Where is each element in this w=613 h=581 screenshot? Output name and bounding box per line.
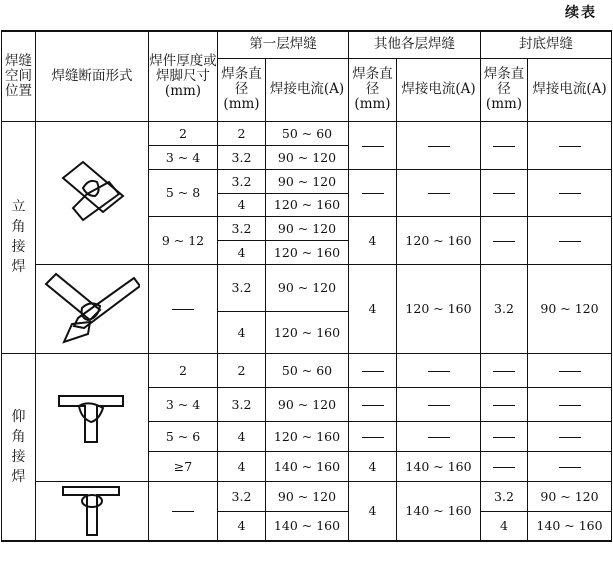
thickness-cell [149, 481, 218, 541]
rod-diameter-cell: 4 [218, 311, 266, 353]
dash-mark [428, 146, 450, 147]
header-rod-diameter: 焊条直径(mm) [349, 58, 397, 121]
thickness-cell: 2 [149, 121, 218, 145]
position-cell [2, 121, 36, 353]
dash-mark [493, 146, 515, 147]
thickness-cell: 3 ~ 4 [149, 145, 218, 169]
thickness-cell: 2 [149, 353, 218, 387]
current-cell: 90 ~ 120 [528, 264, 612, 353]
rod-diameter-cell: 4 [218, 421, 266, 451]
rod-diameter-cell: 3.2 [218, 216, 266, 240]
rod-diameter-cell [481, 421, 528, 451]
dash-mark [559, 405, 581, 406]
overhead-tee-joint-icon [61, 483, 123, 539]
dash-mark [559, 193, 581, 194]
dash-mark [559, 146, 581, 147]
dash-mark [428, 193, 450, 194]
thickness-cell [149, 264, 218, 353]
dash-mark [559, 241, 581, 242]
rod-diameter-cell [349, 387, 397, 421]
rod-diameter-cell [481, 387, 528, 421]
header-position: 焊缝空间位置 [2, 31, 36, 121]
rod-diameter-cell: 4 [481, 511, 528, 541]
current-cell: 120 ~ 160 [266, 193, 349, 216]
rod-diameter-cell: 4 [218, 240, 266, 264]
dash-mark [428, 437, 450, 438]
rod-diameter-cell: 4 [349, 451, 397, 481]
rod-diameter-cell [481, 451, 528, 481]
current-cell [528, 169, 612, 216]
dash-mark [493, 437, 515, 438]
header-rod-diameter: 焊条直径(mm) [218, 58, 266, 121]
rod-diameter-cell [481, 169, 528, 216]
current-cell: 90 ~ 120 [266, 169, 349, 193]
current-cell [397, 421, 481, 451]
rod-diameter-cell: 3.2 [218, 264, 266, 311]
thickness-cell: 5 ~ 6 [149, 421, 218, 451]
current-cell: 120 ~ 160 [266, 240, 349, 264]
rod-diameter-cell: 4 [349, 481, 397, 541]
rod-diameter-cell: 2 [218, 121, 266, 145]
dash-mark [493, 405, 515, 406]
position-label: 立角接焊 [11, 199, 26, 275]
current-cell [397, 121, 481, 169]
rod-diameter-cell: 3.2 [218, 169, 266, 193]
header-rod-diameter: 焊条直径(mm) [481, 58, 528, 121]
dash-mark [362, 146, 384, 147]
current-cell: 140 ~ 160 [266, 511, 349, 541]
dash-mark [362, 193, 384, 194]
rod-diameter-cell: 3.2 [481, 264, 528, 353]
current-cell [528, 451, 612, 481]
current-cell [528, 216, 612, 264]
header-current: 焊接电流(A) [266, 58, 349, 121]
current-cell: 120 ~ 160 [397, 264, 481, 353]
current-cell: 140 ~ 160 [397, 451, 481, 481]
rod-diameter-cell: 3.2 [481, 481, 528, 511]
current-cell: 120 ~ 160 [266, 421, 349, 451]
dash-mark [362, 405, 384, 406]
inclined-fillet-joint-icon [44, 270, 140, 348]
dash-mark [362, 371, 384, 372]
dash-mark [493, 193, 515, 194]
welding-parameters-table [1, 30, 612, 542]
dash-mark [172, 309, 194, 310]
rod-diameter-cell [481, 353, 528, 387]
current-cell [528, 421, 612, 451]
rod-diameter-cell [349, 121, 397, 169]
rod-diameter-cell: 4 [218, 193, 266, 216]
position-label: 仰角接焊 [11, 408, 26, 485]
joint-figure [36, 264, 149, 353]
current-cell: 50 ~ 60 [266, 353, 349, 387]
rod-diameter-cell: 2 [218, 353, 266, 387]
dash-mark [428, 371, 450, 372]
current-cell: 120 ~ 160 [266, 311, 349, 353]
dash-mark [493, 241, 515, 242]
current-cell [528, 353, 612, 387]
rod-diameter-cell: 3.2 [218, 145, 266, 169]
header-thickness: 焊件厚度或焊脚尺寸(mm) [149, 31, 218, 121]
dash-mark [559, 437, 581, 438]
header-current: 焊接电流(A) [528, 58, 612, 121]
current-cell: 90 ~ 120 [528, 481, 612, 511]
rod-diameter-cell: 3.2 [218, 387, 266, 421]
rod-diameter-cell: 3.2 [218, 481, 266, 511]
rod-diameter-cell [349, 353, 397, 387]
header-other-layers: 其他各层焊缝 [349, 31, 481, 58]
dash-mark [559, 371, 581, 372]
current-cell: 140 ~ 160 [528, 511, 612, 541]
rod-diameter-cell: 4 [349, 216, 397, 264]
dash-mark [493, 467, 515, 468]
dash-mark [428, 405, 450, 406]
overhead-fillet-joint-icon [57, 386, 127, 448]
current-cell [528, 387, 612, 421]
rod-diameter-cell [349, 169, 397, 216]
dash-mark [172, 511, 194, 512]
thickness-cell: ≥7 [149, 451, 218, 481]
current-cell: 120 ~ 160 [397, 216, 481, 264]
rod-diameter-cell [481, 121, 528, 169]
current-cell [528, 121, 612, 169]
current-cell: 90 ~ 120 [266, 145, 349, 169]
dash-mark [362, 437, 384, 438]
joint-figure [36, 353, 149, 481]
rod-diameter-cell: 4 [349, 264, 397, 353]
current-cell: 90 ~ 120 [266, 264, 349, 311]
current-cell: 90 ~ 120 [266, 481, 349, 511]
thickness-cell: 3 ~ 4 [149, 387, 218, 421]
dash-mark [559, 467, 581, 468]
current-cell: 50 ~ 60 [266, 121, 349, 145]
current-cell: 140 ~ 160 [266, 451, 349, 481]
joint-figure [36, 481, 149, 541]
joint-figure [36, 121, 149, 264]
rod-diameter-cell: 4 [218, 451, 266, 481]
dash-mark [493, 371, 515, 372]
rod-diameter-cell [481, 216, 528, 264]
current-cell: 90 ~ 120 [266, 387, 349, 421]
header-shape: 焊缝断面形式 [36, 31, 149, 121]
current-cell: 140 ~ 160 [397, 481, 481, 541]
vertical-fillet-joint-icon [57, 148, 127, 238]
header-current: 焊接电流(A) [397, 58, 481, 121]
rod-diameter-cell: 4 [218, 511, 266, 541]
position-cell [2, 353, 36, 541]
thickness-cell: 5 ~ 8 [149, 169, 218, 216]
table-caption: 续表 [565, 5, 597, 21]
thickness-cell: 9 ~ 12 [149, 216, 218, 264]
rod-diameter-cell [349, 421, 397, 451]
current-cell: 90 ~ 120 [266, 216, 349, 240]
current-cell [397, 387, 481, 421]
current-cell [397, 169, 481, 216]
current-cell [397, 353, 481, 387]
header-backing: 封底焊缝 [481, 31, 612, 58]
header-first-layer: 第一层焊缝 [218, 31, 349, 58]
